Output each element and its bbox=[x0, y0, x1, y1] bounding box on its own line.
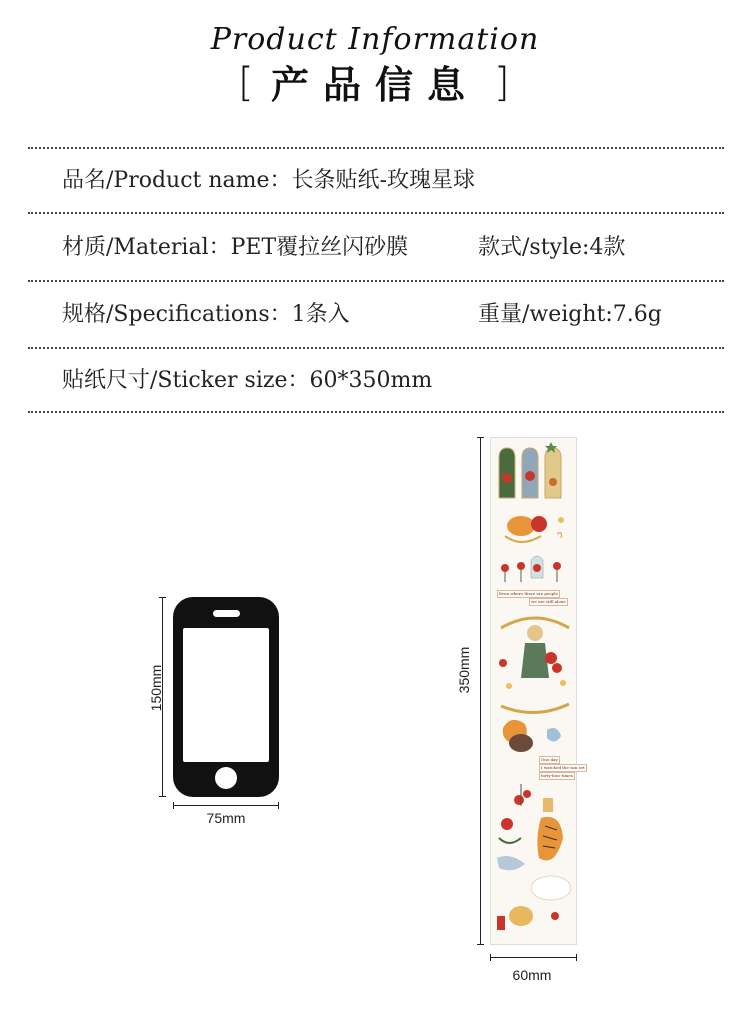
phone-width-label: 75mm bbox=[206, 810, 246, 826]
dim-tick bbox=[278, 802, 279, 809]
phone-speaker bbox=[213, 610, 240, 617]
sticker-width-label: 60mm bbox=[512, 967, 552, 983]
bracket-right: ] bbox=[494, 60, 510, 106]
dim-tick bbox=[159, 597, 166, 598]
sticker-quote: One day bbox=[541, 757, 558, 762]
arched-windows-sticker bbox=[499, 448, 561, 498]
hedgehog-sticker bbox=[503, 720, 561, 752]
bracket-left: [ bbox=[238, 60, 254, 106]
divider bbox=[28, 347, 724, 349]
sticker-art bbox=[491, 438, 578, 946]
sticker-strip-image bbox=[490, 437, 585, 945]
phone-home-button bbox=[215, 767, 237, 789]
phone-height-label: 150mm bbox=[148, 664, 164, 712]
fox-bottom-sticker bbox=[497, 906, 559, 930]
sticker-quote: we are still alone bbox=[531, 599, 566, 604]
tiger-sticker bbox=[537, 817, 563, 861]
page-title: 产品信息 bbox=[270, 63, 479, 107]
rose-girl-sticker bbox=[499, 818, 521, 843]
cn-title-block bbox=[0, 58, 750, 110]
dim-tick bbox=[490, 954, 491, 961]
script-title: Product Information bbox=[210, 22, 540, 57]
spec-sticker-size: 贴纸尺寸/Sticker size：60*350mm bbox=[62, 368, 433, 393]
phone-icon bbox=[173, 597, 279, 797]
dim-tick bbox=[477, 944, 484, 945]
dim-tick bbox=[477, 437, 484, 438]
spec-specifications: 规格/Specifications：1条入 bbox=[62, 302, 350, 327]
prince-sticker bbox=[499, 618, 569, 689]
divider bbox=[28, 411, 724, 413]
spec-product-name: 品名/Product name：长条贴纸-玫瑰星球 bbox=[62, 168, 475, 193]
roses-row-sticker bbox=[501, 556, 561, 582]
phone-width-line bbox=[173, 805, 279, 806]
sticker-quote: Even where there are people bbox=[499, 591, 558, 596]
divider bbox=[28, 280, 724, 282]
sticker-quote: I watched the sun set bbox=[541, 765, 585, 770]
spec-style: 款式/style:4款 bbox=[478, 235, 626, 260]
sticker-quote: forty-four times bbox=[541, 773, 573, 778]
dim-tick bbox=[173, 802, 174, 809]
divider bbox=[28, 212, 724, 214]
dim-tick bbox=[159, 796, 166, 797]
spec-weight: 重量/weight:7.6g bbox=[478, 302, 662, 327]
dim-tick bbox=[576, 954, 577, 961]
spec-material: 材质/Material：PET覆拉丝闪砂膜 bbox=[62, 235, 409, 260]
fox-sticker bbox=[505, 516, 547, 542]
phone-screen bbox=[183, 628, 269, 762]
sticker-height-line bbox=[480, 437, 481, 945]
divider bbox=[28, 147, 724, 149]
sticker-height-label: 350mm bbox=[456, 646, 472, 694]
sticker-width-line bbox=[490, 957, 577, 958]
